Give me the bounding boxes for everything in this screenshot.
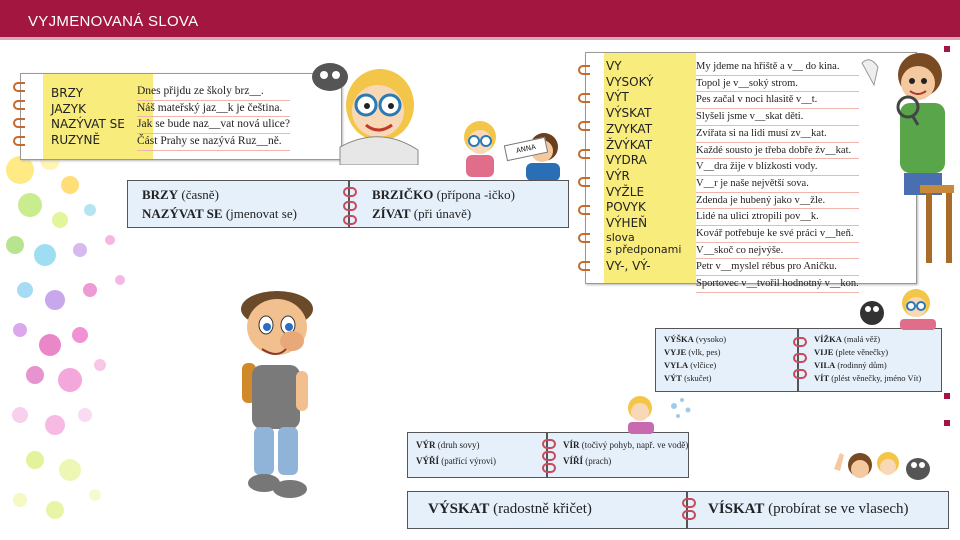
- vyskat-left: [428, 499, 592, 519]
- spiral-ring: [682, 510, 696, 520]
- sentence: Zvířata si na lidi musí zv__kat.: [696, 126, 859, 143]
- word: slova: [606, 230, 635, 244]
- term-note: (vlk, pes): [688, 347, 721, 357]
- girl-cat-illustration: [850, 285, 945, 330]
- sentence-list: [137, 84, 290, 151]
- term: VÍŘÍ: [563, 456, 584, 466]
- card-pairs: [655, 328, 942, 392]
- vyskat-right: [708, 499, 909, 519]
- title-bar: [0, 0, 960, 37]
- spiral-ring: [343, 215, 357, 225]
- term: VILA: [814, 360, 836, 370]
- spiral-ring: [578, 93, 590, 103]
- spiral-ring: [682, 498, 696, 508]
- spiral-ring: [343, 201, 357, 211]
- sentence-list: [696, 59, 859, 293]
- girl-glasses-illustration: [300, 55, 420, 165]
- sentence: V__dra žije v blízkosti vody.: [696, 159, 859, 176]
- term-note: (prach): [585, 456, 612, 466]
- term: BRZY: [142, 187, 179, 202]
- sentence: Slyšeli jsme v__skat děti.: [696, 109, 859, 126]
- sentence: Část Prahy se nazývá Ruz__ně.: [137, 134, 290, 151]
- meanings-right: [372, 185, 515, 223]
- card-meanings-1: [127, 180, 569, 228]
- term-note: (plést věnečky, jméno Vít): [831, 373, 922, 383]
- word: VÝR: [606, 168, 630, 183]
- term: ZÍVAT: [372, 206, 411, 221]
- spiral-ring: [13, 82, 25, 92]
- word-list: [606, 59, 681, 274]
- spiral-ring: [542, 463, 556, 473]
- pairs-left: [664, 333, 726, 385]
- term: VYLA: [664, 360, 689, 370]
- term: VÝT: [664, 373, 682, 383]
- name-tag: ANNA: [504, 137, 548, 161]
- sentence: Každé sousto je třeba dobře žv__kat.: [696, 143, 859, 160]
- spiral-ring: [793, 337, 807, 347]
- corner-mark: [944, 420, 950, 426]
- term-note: (vysoko): [695, 334, 727, 344]
- slide-title: VYJMENOVANÁ SLOVA: [28, 13, 199, 30]
- term: BRZIČKO: [372, 187, 434, 202]
- term: VÍR: [563, 440, 580, 450]
- spiral-ring: [578, 121, 590, 131]
- word: VÝT: [606, 90, 629, 105]
- word: VYDRA: [606, 153, 647, 168]
- term: VÝSKAT: [428, 501, 490, 517]
- sentence: My jdeme na hřiště a v__ do kina.: [696, 59, 859, 76]
- term-note: (rodinný dům): [837, 360, 887, 370]
- spiral-ring: [578, 233, 590, 243]
- spiral-ring: [578, 205, 590, 215]
- spiral-ring: [13, 100, 25, 110]
- spiral-ring: [343, 187, 357, 197]
- word: JAZYK: [51, 101, 86, 116]
- card-vyskat: [407, 491, 949, 529]
- spiral-ring: [542, 451, 556, 461]
- spiral-ring: [578, 261, 590, 271]
- term-note: (probírat se ve vlasech): [768, 501, 909, 517]
- spiral-ring: [542, 439, 556, 449]
- term-note: (malá věž): [844, 334, 881, 344]
- waving-kids-illustration: [830, 445, 940, 490]
- sentence: Sportovec v__tvořil hodnotný v__kon.: [696, 276, 859, 293]
- sentence: Topol je v__soký strom.: [696, 76, 859, 93]
- spiral-ring: [13, 136, 25, 146]
- word: VY: [606, 59, 622, 73]
- sentence: V__r je naše největší sova.: [696, 176, 859, 193]
- corner-mark: [944, 393, 950, 399]
- spiral-ring: [578, 65, 590, 75]
- term: VYJE: [664, 347, 687, 357]
- walking-boy-illustration: [222, 285, 332, 500]
- spiral-ring: [13, 118, 25, 128]
- word: VY-, VÝ-: [606, 258, 651, 273]
- term: VÍŽKA: [814, 334, 842, 344]
- spiral-ring: [793, 369, 807, 379]
- vyr-right: [563, 437, 688, 469]
- pairs-right: [814, 333, 921, 385]
- sentence: Kovář potřebuje ke své práci v__heň.: [696, 226, 859, 243]
- term: VÍT: [814, 373, 830, 383]
- meanings-left: [142, 185, 297, 223]
- term: NAZÝVAT SE: [142, 206, 223, 221]
- word: POVYK: [606, 200, 646, 215]
- term-note: (patřící výrovi): [441, 456, 496, 466]
- term: VÝŘÍ: [416, 456, 440, 466]
- decorative-dots: [0, 150, 140, 530]
- term: VIJE: [814, 347, 834, 357]
- word: ŽVÝKAT: [606, 137, 653, 152]
- sentence: Pes začal v noci hlasitě v__t.: [696, 92, 859, 109]
- term-note: (vlčice): [690, 360, 717, 370]
- term-note: (radostně křičet): [493, 501, 592, 517]
- term-note: (jmenovat se): [225, 206, 297, 221]
- sentence: Jak se bude naz__vat nová ulice?: [137, 117, 290, 134]
- title-underline: [0, 37, 960, 40]
- spiral-ring: [578, 149, 590, 159]
- sentence: Náš mateřský jaz__k je čeština.: [137, 101, 290, 118]
- word: RUZYNĚ: [51, 133, 101, 148]
- word: VÝHEŇ: [606, 216, 648, 231]
- word: BRZY: [51, 86, 84, 100]
- word: VÝSKAT: [606, 106, 652, 121]
- term-note: (při únavě): [413, 206, 472, 221]
- spiral-ring: [793, 353, 807, 363]
- sentence: Zdenda je hubený jako v__žle.: [696, 193, 859, 210]
- word: s předponami: [606, 242, 682, 256]
- word: VYŽLE: [606, 184, 645, 199]
- term: VÝR: [416, 440, 436, 450]
- term: VÝŠKA: [664, 334, 694, 344]
- word-list: [51, 86, 125, 149]
- card-words-1: [20, 73, 342, 160]
- term-note: (druh sovy): [437, 440, 480, 450]
- card-vyr: [407, 432, 689, 478]
- word: ZVYKAT: [606, 121, 653, 136]
- word: VYSOKÝ: [606, 74, 654, 89]
- sentence: Petr v__myslel rébus pro Aničku.: [696, 259, 859, 276]
- spiral-ring: [578, 177, 590, 187]
- girl-splash-illustration: [618, 392, 698, 434]
- term-note: (plete věnečky): [835, 347, 889, 357]
- boy-magnifier-illustration: [860, 45, 960, 285]
- vyr-left: [416, 437, 496, 469]
- term-note: (skučet): [684, 373, 712, 383]
- term: VÍSKAT: [708, 501, 765, 517]
- sentence: Lidé na ulici ztropili pov__k.: [696, 209, 859, 226]
- sentence: V__skoč co nejvýše.: [696, 243, 859, 260]
- word: NAZÝVAT SE: [51, 117, 125, 132]
- term-note: (časně): [181, 187, 219, 202]
- term-note: (přípona -ičko): [436, 187, 515, 202]
- sentence: Dnes přijdu ze školy brz__.: [137, 84, 290, 101]
- term-note: (točivý pohyb, např. ve vodě): [581, 440, 689, 450]
